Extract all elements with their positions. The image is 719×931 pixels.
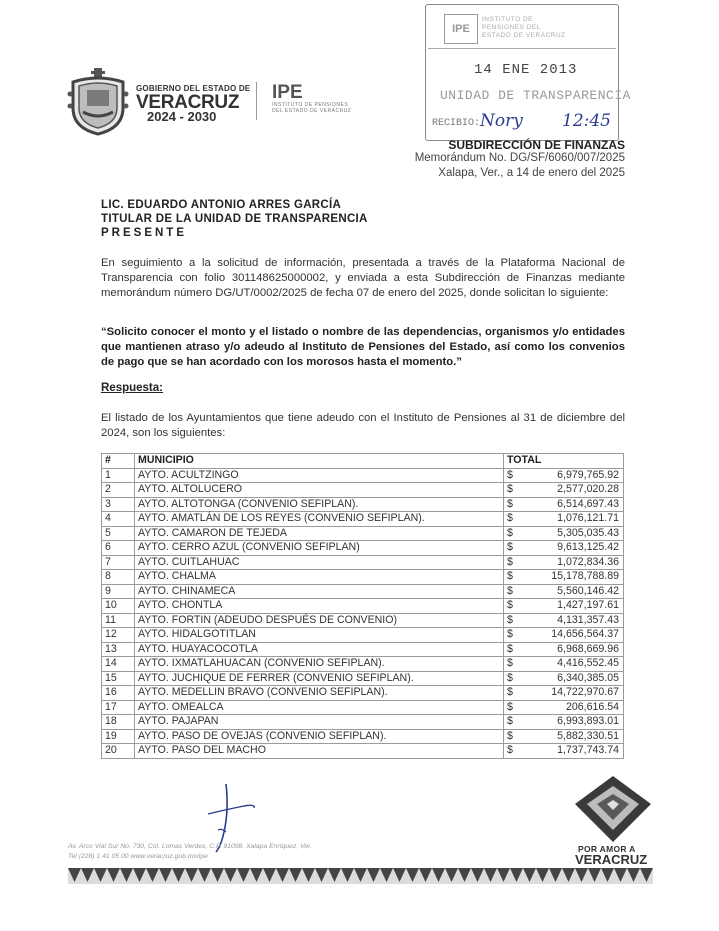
row-total xyxy=(504,613,624,628)
por-amor-a-veracruz-logo xyxy=(573,774,653,846)
row-number: 8 xyxy=(102,570,135,585)
row-number: 17 xyxy=(102,700,135,715)
government-period: 2024 - 2030 xyxy=(147,109,217,124)
row-number: 15 xyxy=(102,671,135,686)
veracruz-wordmark: VERACRUZ xyxy=(136,92,240,113)
table-row xyxy=(102,584,624,599)
row-municipio: AYTO. PASO DE OVEJAS (CONVENIO SEFIPLAN). xyxy=(135,729,504,744)
addressee-presente: PRESENTE xyxy=(101,227,187,239)
currency-symbol: $ xyxy=(507,599,513,611)
row-municipio: AYTO. HIDALGOTITLAN xyxy=(135,628,504,643)
row-amount: 206,616.54 xyxy=(565,700,619,713)
currency-symbol: $ xyxy=(507,526,513,539)
row-total xyxy=(504,468,624,483)
row-total xyxy=(504,628,624,643)
currency-symbol: $ xyxy=(507,483,513,495)
table-body xyxy=(102,468,624,758)
row-amount: 6,514,697.43 xyxy=(557,497,619,510)
currency-symbol: $ xyxy=(507,584,513,597)
request-quote: “Solicito conocer el monto y el listado o nombre de las dependencias, organismos y/o entidades que mantienen atraso y/o adeudo al Instituto de Pensiones del Estado, así como los convenios de pago que se han acordado con los morosos hasta el momento.” xyxy=(101,326,625,368)
row-total xyxy=(504,744,624,759)
currency-symbol: $ xyxy=(507,744,513,756)
currency-symbol: $ xyxy=(507,671,513,684)
row-amount: 5,882,330.51 xyxy=(557,729,619,742)
row-total xyxy=(504,541,624,556)
row-amount: 14,722,970.67 xyxy=(551,686,619,698)
stamp-date: 14 ENE 2013 xyxy=(474,62,578,78)
row-total xyxy=(504,570,624,585)
row-amount: 9,613,125.42 xyxy=(557,541,619,553)
currency-symbol: $ xyxy=(507,729,513,742)
currency-symbol: $ xyxy=(507,642,513,655)
currency-symbol: $ xyxy=(507,497,513,510)
stamp-institution-line: ESTADO DE VERACRUZ xyxy=(482,32,566,39)
row-total xyxy=(504,497,624,512)
table-row xyxy=(102,642,624,657)
row-number: 4 xyxy=(102,512,135,527)
row-total xyxy=(504,526,624,541)
brand-line2: VERACRUZ xyxy=(575,852,648,867)
row-municipio: AYTO. PAJAPAN xyxy=(135,715,504,730)
response-paragraph: El listado de los Ayuntamientos que tiene adeudo con el Instituto de Pensiones al 31 de diciembre del 2024, son los siguientes: xyxy=(101,412,625,439)
table-row xyxy=(102,613,624,628)
addressee-name: LIC. EDUARDO ANTONIO ARRES GARCÍA xyxy=(101,199,342,211)
row-amount: 1,072,834.36 xyxy=(557,555,619,568)
currency-symbol: $ xyxy=(507,686,513,698)
currency-symbol: $ xyxy=(507,715,513,727)
row-total xyxy=(504,657,624,672)
table-row xyxy=(102,570,624,585)
table-row xyxy=(102,715,624,730)
row-municipio: AYTO. ALTOLUCERO xyxy=(135,483,504,498)
row-amount: 15,178,788.89 xyxy=(551,570,619,582)
stamp-received-label: RECIBIO: xyxy=(432,118,481,129)
row-number: 19 xyxy=(102,729,135,744)
table-row xyxy=(102,671,624,686)
table-row xyxy=(102,700,624,715)
row-number: 7 xyxy=(102,555,135,570)
header-divider xyxy=(256,82,257,120)
row-amount: 5,560,146.42 xyxy=(557,584,619,597)
row-number: 11 xyxy=(102,613,135,628)
row-amount: 14,656,564.37 xyxy=(551,628,619,640)
currency-symbol: $ xyxy=(507,468,513,481)
stamp-institution xyxy=(482,16,566,40)
row-amount: 6,993,893.01 xyxy=(557,715,619,727)
ipe-subtitle-line1: INSTITUTO DE PENSIONES xyxy=(272,102,349,108)
response-heading: Respuesta: xyxy=(101,382,163,394)
row-number: 14 xyxy=(102,657,135,672)
row-municipio: AYTO. MEDELLIN BRAVO (CONVENIO SEFIPLAN). xyxy=(135,686,504,701)
row-municipio: AYTO. CERRO AZUL (CONVENIO SEFIPLAN) xyxy=(135,541,504,556)
row-municipio: AYTO. CHINAMECA xyxy=(135,584,504,599)
stamp-institution-line: PENSIONES DEL xyxy=(482,24,541,31)
row-amount: 5,305,035.43 xyxy=(557,526,619,539)
row-total xyxy=(504,671,624,686)
table-row xyxy=(102,744,624,759)
row-number: 13 xyxy=(102,642,135,657)
table-header-row xyxy=(102,454,624,469)
row-amount: 6,340,385.05 xyxy=(557,671,619,684)
stamp-ipe-logo: IPE xyxy=(444,14,478,44)
row-total xyxy=(504,642,624,657)
table-row xyxy=(102,526,624,541)
office-name: SUBDIRECCIÓN DE FINANZAS xyxy=(448,138,625,152)
row-number: 2 xyxy=(102,483,135,498)
row-amount: 1,076,121.71 xyxy=(557,512,619,524)
currency-symbol: $ xyxy=(507,700,513,713)
place-date: Xalapa, Ver., a 14 de enero del 2025 xyxy=(438,167,625,179)
row-amount: 4,131,357.43 xyxy=(557,613,619,626)
row-total xyxy=(504,715,624,730)
row-municipio: AYTO. FORTIN (ADEUDO DESPUÉS DE CONVENIO) xyxy=(135,613,504,628)
table-row xyxy=(102,686,624,701)
row-municipio: AYTO. JUCHIQUE DE FERRER (CONVENIO SEFIPLAN). xyxy=(135,671,504,686)
government-label: GOBIERNO DEL ESTADO DE xyxy=(136,84,251,93)
currency-symbol: $ xyxy=(507,570,513,582)
row-amount: 1,427,197.61 xyxy=(557,599,619,611)
table-row xyxy=(102,729,624,744)
stamp-handwritten-time: 12:45 xyxy=(562,111,611,131)
row-amount: 4,416,552.45 xyxy=(557,657,619,669)
table-row xyxy=(102,555,624,570)
row-total xyxy=(504,512,624,527)
currency-symbol: $ xyxy=(507,512,513,524)
addressee-title: TITULAR DE LA UNIDAD DE TRANSPARENCIA xyxy=(101,213,368,225)
row-total xyxy=(504,584,624,599)
memo-number: Memorándum No. DG/SF/6060/007/2025 xyxy=(414,152,625,164)
footer-address: Av. Arco Vial Sur No. 730, Col. Lomas Verdes, C.P. 91098, Xalapa Enríquez, Ver. xyxy=(68,843,313,850)
row-number: 9 xyxy=(102,584,135,599)
footer-contact: Tel (228) 1 41 05 00 www.veracruz.gob.mx/ipe xyxy=(68,853,208,860)
table-row xyxy=(102,512,624,527)
row-number: 20 xyxy=(102,744,135,759)
row-number: 12 xyxy=(102,628,135,643)
row-municipio: AYTO. CHONTLA xyxy=(135,599,504,614)
table-row xyxy=(102,483,624,498)
row-number: 3 xyxy=(102,497,135,512)
row-municipio: AYTO. PASO DEL MACHO xyxy=(135,744,504,759)
row-amount: 6,979,765.92 xyxy=(557,468,619,481)
row-total xyxy=(504,555,624,570)
row-number: 18 xyxy=(102,715,135,730)
row-number: 10 xyxy=(102,599,135,614)
row-total xyxy=(504,483,624,498)
currency-symbol: $ xyxy=(507,628,513,640)
stamp-handwritten-name: Nory xyxy=(480,111,523,131)
row-municipio: AYTO. IXMATLAHUACAN (CONVENIO SEFIPLAN). xyxy=(135,657,504,672)
ipe-subtitle-line2: DEL ESTADO DE VERACRUZ xyxy=(272,108,352,114)
row-municipio: AYTO. CAMARON DE TEJEDA xyxy=(135,526,504,541)
ipe-logo: IPE xyxy=(272,82,303,103)
row-municipio: AYTO. AMATLÁN DE LOS REYES (CONVENIO SEFIPLAN). xyxy=(135,512,504,527)
row-municipio: AYTO. CHALMA xyxy=(135,570,504,585)
brand-line1: POR AMOR A xyxy=(578,844,636,854)
table-row xyxy=(102,599,624,614)
row-municipio: AYTO. ACULTZINGO xyxy=(135,468,504,483)
row-number: 16 xyxy=(102,686,135,701)
table-row xyxy=(102,468,624,483)
currency-symbol: $ xyxy=(507,657,513,669)
table-row xyxy=(102,657,624,672)
table-row xyxy=(102,497,624,512)
row-municipio: AYTO. ALTOTONGA (CONVENIO SEFIPLAN). xyxy=(135,497,504,512)
row-total xyxy=(504,599,624,614)
row-number: 1 xyxy=(102,468,135,483)
row-total xyxy=(504,700,624,715)
column-header-number: # xyxy=(102,454,135,469)
currency-symbol: $ xyxy=(507,541,513,553)
decorative-footer-band xyxy=(68,868,653,884)
stamp-institution-line: INSTITUTO DE xyxy=(482,16,534,23)
row-municipio: AYTO. HUAYACOCOTLA xyxy=(135,642,504,657)
row-amount: 2,577,020.28 xyxy=(557,483,619,495)
row-amount: 1,737,743.74 xyxy=(557,744,619,756)
row-total xyxy=(504,686,624,701)
row-municipio: AYTO. OMEALCA xyxy=(135,700,504,715)
debt-table xyxy=(101,453,624,759)
currency-symbol: $ xyxy=(507,555,513,568)
currency-symbol: $ xyxy=(507,613,513,626)
intro-paragraph: En seguimiento a la solicitud de información, presentada a través de la Plataforma Nacional de Transparencia con folio 301148625000002, y enviada a esta Subdirección de Finanzas mediante memorándum número DG/UT/0002/2025 de fecha 07 de enero del 2025, donde solicitan lo siguiente: xyxy=(101,257,625,299)
column-header-total: TOTAL xyxy=(504,454,624,469)
row-amount: 6,968,669.96 xyxy=(557,642,619,655)
stamp-unit: UNIDAD DE TRANSPARENCIA xyxy=(440,88,631,103)
table-row xyxy=(102,541,624,556)
row-total xyxy=(504,729,624,744)
row-municipio: AYTO. CUITLAHUAC xyxy=(135,555,504,570)
veracruz-coat-of-arms-logo xyxy=(67,68,129,136)
row-number: 5 xyxy=(102,526,135,541)
table-row xyxy=(102,628,624,643)
row-number: 6 xyxy=(102,541,135,556)
column-header-municipio: MUNICIPIO xyxy=(135,454,504,469)
